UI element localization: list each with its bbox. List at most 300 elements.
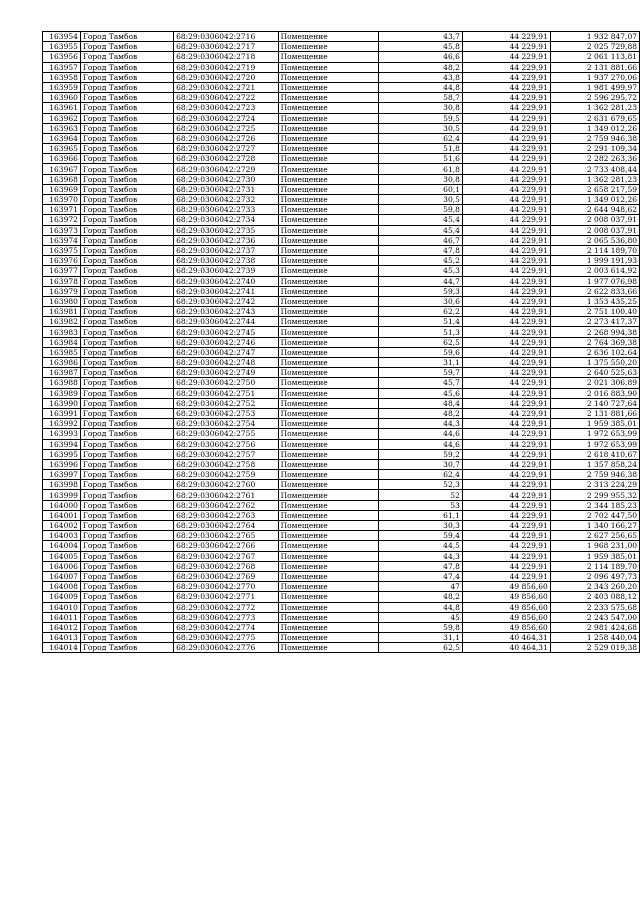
unit-value-cell: 44 229,91: [462, 398, 550, 408]
cadastral-value-cell: 2 733 408,44: [550, 164, 639, 174]
city-cell: Город Тамбов: [80, 195, 173, 205]
object-type-cell: Помещение: [278, 419, 379, 429]
row-id: 163973: [43, 225, 81, 235]
cadastral-number-cell: 68:29:0306042:2770: [174, 582, 279, 592]
cadastral-value-cell: 2 627 256,65: [550, 531, 639, 541]
table-row: [43, 449, 640, 459]
area-cell: 59,5: [379, 113, 463, 123]
area-cell: 51,3: [379, 327, 463, 337]
object-type-cell: Помещение: [278, 531, 379, 541]
cadastral-number-cell: 68:29:0306042:2760: [174, 480, 279, 490]
row-id: 163980: [43, 296, 81, 306]
row-id: 164003: [43, 531, 81, 541]
cadastral-number-cell: 68:29:0306042:2765: [174, 531, 279, 541]
object-type-cell: Помещение: [278, 235, 379, 245]
object-type-cell: Помещение: [278, 510, 379, 520]
area-cell: 46,7: [379, 235, 463, 245]
area-cell: 30,5: [379, 123, 463, 133]
table-row: [43, 113, 640, 123]
city-cell: Город Тамбов: [80, 144, 173, 154]
cadastral-value-cell: 2 114 189,70: [550, 245, 639, 255]
city-cell: Город Тамбов: [80, 184, 173, 194]
object-type-cell: Помещение: [278, 144, 379, 154]
city-cell: Город Тамбов: [80, 62, 173, 72]
object-type-cell: Помещение: [278, 347, 379, 357]
row-id: 164006: [43, 561, 81, 571]
table-row: [43, 327, 640, 337]
cadastral-value-cell: 2 021 306,89: [550, 378, 639, 388]
table-row: [43, 52, 640, 62]
row-id: 164012: [43, 622, 81, 632]
object-type-cell: Помещение: [278, 286, 379, 296]
row-id: 163981: [43, 307, 81, 317]
row-id: 163998: [43, 480, 81, 490]
cadastral-number-cell: 68:29:0306042:2748: [174, 358, 279, 368]
city-cell: Город Тамбов: [80, 245, 173, 255]
city-cell: Город Тамбов: [80, 368, 173, 378]
area-cell: 47,4: [379, 571, 463, 581]
object-type-cell: Помещение: [278, 622, 379, 632]
cadastral-value-cell: 2 981 424,68: [550, 622, 639, 632]
unit-value-cell: 44 229,91: [462, 561, 550, 571]
cadastral-value-cell: 2 344 185,23: [550, 500, 639, 510]
table-row: [43, 622, 640, 632]
row-id: 163956: [43, 52, 81, 62]
cadastral-value-cell: 2 282 263,36: [550, 154, 639, 164]
area-cell: 59,8: [379, 622, 463, 632]
row-id: 163969: [43, 184, 81, 194]
area-cell: 30,8: [379, 174, 463, 184]
unit-value-cell: 49 856,60: [462, 612, 550, 622]
cadastral-number-cell: 68:29:0306042:2771: [174, 592, 279, 602]
cadastral-value-cell: 2 529 019,38: [550, 643, 639, 653]
cadastral-number-cell: 68:29:0306042:2757: [174, 449, 279, 459]
cadastral-value-cell: 1 972 653,99: [550, 439, 639, 449]
object-type-cell: Помещение: [278, 459, 379, 469]
table-row: [43, 164, 640, 174]
row-id: 163992: [43, 419, 81, 429]
object-type-cell: Помещение: [278, 32, 379, 42]
area-cell: 45,6: [379, 388, 463, 398]
unit-value-cell: 44 229,91: [462, 144, 550, 154]
row-id: 163993: [43, 429, 81, 439]
cadastral-number-cell: 68:29:0306042:2736: [174, 235, 279, 245]
area-cell: 44,8: [379, 82, 463, 92]
city-cell: Город Тамбов: [80, 235, 173, 245]
city-cell: Город Тамбов: [80, 633, 173, 643]
unit-value-cell: 44 229,91: [462, 276, 550, 286]
unit-value-cell: 44 229,91: [462, 42, 550, 52]
row-id: 163970: [43, 195, 81, 205]
object-type-cell: Помещение: [278, 307, 379, 317]
object-type-cell: Помещение: [278, 470, 379, 480]
city-cell: Город Тамбов: [80, 429, 173, 439]
cadastral-value-cell: 1 340 166,27: [550, 521, 639, 531]
area-cell: 59,6: [379, 347, 463, 357]
city-cell: Город Тамбов: [80, 133, 173, 143]
row-id: 163955: [43, 42, 81, 52]
cadastral-value-cell: 2 140 727,64: [550, 398, 639, 408]
city-cell: Город Тамбов: [80, 52, 173, 62]
table-row: [43, 571, 640, 581]
city-cell: Город Тамбов: [80, 439, 173, 449]
city-cell: Город Тамбов: [80, 72, 173, 82]
cadastral-value-cell: 2 751 100,40: [550, 307, 639, 317]
unit-value-cell: 44 229,91: [462, 449, 550, 459]
cadastral-number-cell: 68:29:0306042:2762: [174, 500, 279, 510]
unit-value-cell: 49 856,60: [462, 582, 550, 592]
area-cell: 59,2: [379, 449, 463, 459]
cadastral-number-cell: 68:29:0306042:2749: [174, 368, 279, 378]
table-row: [43, 133, 640, 143]
city-cell: Город Тамбов: [80, 521, 173, 531]
city-cell: Город Тамбов: [80, 82, 173, 92]
cadastral-value-cell: 2 640 525,63: [550, 368, 639, 378]
row-id: 164008: [43, 582, 81, 592]
table-row: [43, 215, 640, 225]
unit-value-cell: 44 229,91: [462, 307, 550, 317]
unit-value-cell: 44 229,91: [462, 470, 550, 480]
cadastral-value-cell: 2 764 369,38: [550, 337, 639, 347]
cadastral-number-cell: 68:29:0306042:2763: [174, 510, 279, 520]
cadastral-number-cell: 68:29:0306042:2773: [174, 612, 279, 622]
row-id: 163994: [43, 439, 81, 449]
table-row: [43, 123, 640, 133]
city-cell: Город Тамбов: [80, 500, 173, 510]
row-id: 163977: [43, 266, 81, 276]
cadastral-value-cell: 1 362 281,23: [550, 103, 639, 113]
table-row: [43, 82, 640, 92]
area-cell: 45: [379, 612, 463, 622]
area-cell: 51,8: [379, 144, 463, 154]
cadastral-value-cell: 2 759 946,38: [550, 470, 639, 480]
cadastral-number-cell: 68:29:0306042:2741: [174, 286, 279, 296]
unit-value-cell: 44 229,91: [462, 154, 550, 164]
cadastral-number-cell: 68:29:0306042:2775: [174, 633, 279, 643]
row-id: 164009: [43, 592, 81, 602]
cadastral-number-cell: 68:29:0306042:2731: [174, 184, 279, 194]
city-cell: Город Тамбов: [80, 582, 173, 592]
city-cell: Город Тамбов: [80, 388, 173, 398]
unit-value-cell: 44 229,91: [462, 184, 550, 194]
cadastral-number-cell: 68:29:0306042:2717: [174, 42, 279, 52]
table-row: [43, 592, 640, 602]
city-cell: Город Тамбов: [80, 541, 173, 551]
cadastral-value-cell: 2 343 260,20: [550, 582, 639, 592]
cadastral-value-cell: 1 999 191,93: [550, 256, 639, 266]
table-row: [43, 144, 640, 154]
table-row: [43, 368, 640, 378]
cadastral-number-cell: 68:29:0306042:2744: [174, 317, 279, 327]
cadastral-number-cell: 68:29:0306042:2761: [174, 490, 279, 500]
object-type-cell: Помещение: [278, 184, 379, 194]
cadastral-value-cell: 1 937 270,06: [550, 72, 639, 82]
unit-value-cell: 44 229,91: [462, 72, 550, 82]
table-row: [43, 439, 640, 449]
cadastral-value-cell: 2 233 575,68: [550, 602, 639, 612]
row-id: 163983: [43, 327, 81, 337]
area-cell: 61,8: [379, 164, 463, 174]
table-row: [43, 521, 640, 531]
cadastral-value-cell: 2 065 536,80: [550, 235, 639, 245]
city-cell: Город Тамбов: [80, 510, 173, 520]
city-cell: Город Тамбов: [80, 337, 173, 347]
unit-value-cell: 44 229,91: [462, 388, 550, 398]
city-cell: Город Тамбов: [80, 347, 173, 357]
table-row: [43, 42, 640, 52]
object-type-cell: Помещение: [278, 245, 379, 255]
cadastral-value-cell: 2 291 109,34: [550, 144, 639, 154]
table-row: [43, 378, 640, 388]
object-type-cell: Помещение: [278, 62, 379, 72]
table-row: [43, 551, 640, 561]
row-id: 164011: [43, 612, 81, 622]
row-id: 163963: [43, 123, 81, 133]
area-cell: 44,3: [379, 419, 463, 429]
object-type-cell: Помещение: [278, 154, 379, 164]
area-cell: 43,8: [379, 72, 463, 82]
row-id: 164010: [43, 602, 81, 612]
table-row: [43, 245, 640, 255]
table-row: [43, 633, 640, 643]
table-row: [43, 561, 640, 571]
area-cell: 51,6: [379, 154, 463, 164]
city-cell: Город Тамбов: [80, 408, 173, 418]
city-cell: Город Тамбов: [80, 113, 173, 123]
cadastral-number-cell: 68:29:0306042:2720: [174, 72, 279, 82]
object-type-cell: Помещение: [278, 113, 379, 123]
cadastral-number-cell: 68:29:0306042:2732: [174, 195, 279, 205]
row-id: 163988: [43, 378, 81, 388]
table-row: [43, 531, 640, 541]
cadastral-number-cell: 68:29:0306042:2733: [174, 205, 279, 215]
unit-value-cell: 44 229,91: [462, 113, 550, 123]
cadastral-value-cell: 2 114 189,70: [550, 561, 639, 571]
cadastral-number-cell: 68:29:0306042:2754: [174, 419, 279, 429]
object-type-cell: Помещение: [278, 82, 379, 92]
cadastral-number-cell: 68:29:0306042:2728: [174, 154, 279, 164]
area-cell: 30,7: [379, 459, 463, 469]
city-cell: Город Тамбов: [80, 205, 173, 215]
object-type-cell: Помещение: [278, 93, 379, 103]
cadastral-value-cell: 1 981 499,97: [550, 82, 639, 92]
area-cell: 30,8: [379, 103, 463, 113]
area-cell: 46,6: [379, 52, 463, 62]
object-type-cell: Помещение: [278, 276, 379, 286]
area-cell: 30,5: [379, 195, 463, 205]
cadastral-value-cell: 1 972 653,99: [550, 429, 639, 439]
unit-value-cell: 44 229,91: [462, 571, 550, 581]
unit-value-cell: 49 856,60: [462, 622, 550, 632]
table-row: [43, 317, 640, 327]
cadastral-number-cell: 68:29:0306042:2767: [174, 551, 279, 561]
cadastral-value-cell: 2 131 881,66: [550, 408, 639, 418]
cadastral-number-cell: 68:29:0306042:2747: [174, 347, 279, 357]
unit-value-cell: 44 229,91: [462, 205, 550, 215]
object-type-cell: Помещение: [278, 480, 379, 490]
cadastral-number-cell: 68:29:0306042:2729: [174, 164, 279, 174]
row-id: 163999: [43, 490, 81, 500]
table-row: [43, 337, 640, 347]
unit-value-cell: 44 229,91: [462, 164, 550, 174]
cadastral-number-cell: 68:29:0306042:2737: [174, 245, 279, 255]
row-id: 164004: [43, 541, 81, 551]
row-id: 163972: [43, 215, 81, 225]
area-cell: 59,3: [379, 286, 463, 296]
area-cell: 52,3: [379, 480, 463, 490]
area-cell: 61,1: [379, 510, 463, 520]
area-cell: 45,4: [379, 215, 463, 225]
area-cell: 31,1: [379, 358, 463, 368]
table-row: [43, 195, 640, 205]
cadastral-value-cell: 2 273 417,37: [550, 317, 639, 327]
table-row: [43, 93, 640, 103]
cadastral-value-cell: 2 658 217,59: [550, 184, 639, 194]
unit-value-cell: 44 229,91: [462, 235, 550, 245]
area-cell: 47,8: [379, 245, 463, 255]
city-cell: Город Тамбов: [80, 103, 173, 113]
area-cell: 58,7: [379, 93, 463, 103]
object-type-cell: Помещение: [278, 358, 379, 368]
area-cell: 62,5: [379, 337, 463, 347]
area-cell: 53: [379, 500, 463, 510]
unit-value-cell: 44 229,91: [462, 225, 550, 235]
object-type-cell: Помещение: [278, 72, 379, 82]
area-cell: 62,4: [379, 470, 463, 480]
area-cell: 47: [379, 582, 463, 592]
cadastral-number-cell: 68:29:0306042:2750: [174, 378, 279, 388]
unit-value-cell: 44 229,91: [462, 286, 550, 296]
object-type-cell: Помещение: [278, 52, 379, 62]
city-cell: Город Тамбов: [80, 225, 173, 235]
cadastral-value-cell: 2 622 833,66: [550, 286, 639, 296]
cadastral-number-cell: 68:29:0306042:2724: [174, 113, 279, 123]
unit-value-cell: 44 229,91: [462, 429, 550, 439]
city-cell: Город Тамбов: [80, 490, 173, 500]
cadastral-number-cell: 68:29:0306042:2764: [174, 521, 279, 531]
object-type-cell: Помещение: [278, 133, 379, 143]
row-id: 163965: [43, 144, 81, 154]
object-type-cell: Помещение: [278, 327, 379, 337]
city-cell: Город Тамбов: [80, 459, 173, 469]
object-type-cell: Помещение: [278, 266, 379, 276]
city-cell: Город Тамбов: [80, 215, 173, 225]
row-id: 164014: [43, 643, 81, 653]
cadastral-value-cell: 2 025 729,88: [550, 42, 639, 52]
unit-value-cell: 44 229,91: [462, 347, 550, 357]
unit-value-cell: 44 229,91: [462, 419, 550, 429]
object-type-cell: Помещение: [278, 408, 379, 418]
unit-value-cell: 44 229,91: [462, 480, 550, 490]
city-cell: Город Тамбов: [80, 286, 173, 296]
row-id: 163991: [43, 408, 81, 418]
table-row: [43, 62, 640, 72]
cadastral-value-cell: 2 631 679,65: [550, 113, 639, 123]
cadastral-number-cell: 68:29:0306042:2742: [174, 296, 279, 306]
cadastral-number-cell: 68:29:0306042:2719: [174, 62, 279, 72]
table-row: [43, 276, 640, 286]
area-cell: 45,8: [379, 42, 463, 52]
row-id: 163958: [43, 72, 81, 82]
city-cell: Город Тамбов: [80, 602, 173, 612]
cadastral-number-cell: 68:29:0306042:2745: [174, 327, 279, 337]
cadastral-value-cell: 2 096 497,73: [550, 571, 639, 581]
city-cell: Город Тамбов: [80, 296, 173, 306]
unit-value-cell: 49 856,60: [462, 592, 550, 602]
area-cell: 59,4: [379, 531, 463, 541]
row-id: 163962: [43, 113, 81, 123]
object-type-cell: Помещение: [278, 174, 379, 184]
row-id: 163984: [43, 337, 81, 347]
area-cell: 48,4: [379, 398, 463, 408]
area-cell: 59,8: [379, 205, 463, 215]
object-type-cell: Помещение: [278, 643, 379, 653]
row-id: 163964: [43, 133, 81, 143]
unit-value-cell: 44 229,91: [462, 439, 550, 449]
unit-value-cell: 44 229,91: [462, 195, 550, 205]
cadastral-value-cell: 1 349 012,26: [550, 195, 639, 205]
row-id: 163990: [43, 398, 81, 408]
unit-value-cell: 44 229,91: [462, 408, 550, 418]
city-cell: Город Тамбов: [80, 256, 173, 266]
cadastral-value-cell: 2 299 955,32: [550, 490, 639, 500]
cadastral-number-cell: 68:29:0306042:2726: [174, 133, 279, 143]
area-cell: 52: [379, 490, 463, 500]
city-cell: Город Тамбов: [80, 93, 173, 103]
cadastral-number-cell: 68:29:0306042:2751: [174, 388, 279, 398]
object-type-cell: Помещение: [278, 633, 379, 643]
table-row: [43, 256, 640, 266]
area-cell: 62,2: [379, 307, 463, 317]
table-row: [43, 398, 640, 408]
cadastral-number-cell: 68:29:0306042:2738: [174, 256, 279, 266]
city-cell: Город Тамбов: [80, 470, 173, 480]
area-cell: 62,5: [379, 643, 463, 653]
city-cell: Город Тамбов: [80, 592, 173, 602]
object-type-cell: Помещение: [278, 296, 379, 306]
row-id: 163982: [43, 317, 81, 327]
city-cell: Город Тамбов: [80, 358, 173, 368]
cadastral-value-cell: 1 968 231,00: [550, 541, 639, 551]
area-cell: 44,6: [379, 429, 463, 439]
cadastral-value-cell: 1 353 435,25: [550, 296, 639, 306]
unit-value-cell: 44 229,91: [462, 490, 550, 500]
object-type-cell: Помещение: [278, 215, 379, 225]
city-cell: Город Тамбов: [80, 398, 173, 408]
object-type-cell: Помещение: [278, 571, 379, 581]
unit-value-cell: 44 229,91: [462, 245, 550, 255]
city-cell: Город Тамбов: [80, 531, 173, 541]
unit-value-cell: 44 229,91: [462, 32, 550, 42]
unit-value-cell: 49 856,60: [462, 602, 550, 612]
cadastral-number-cell: 68:29:0306042:2759: [174, 470, 279, 480]
table-row: [43, 480, 640, 490]
cadastral-number-cell: 68:29:0306042:2735: [174, 225, 279, 235]
city-cell: Город Тамбов: [80, 419, 173, 429]
area-cell: 30,3: [379, 521, 463, 531]
cadastral-number-cell: 68:29:0306042:2739: [174, 266, 279, 276]
table-row: [43, 184, 640, 194]
table-row: [43, 205, 640, 215]
unit-value-cell: 44 229,91: [462, 541, 550, 551]
object-type-cell: Помещение: [278, 317, 379, 327]
area-cell: 48,2: [379, 592, 463, 602]
row-id: 164013: [43, 633, 81, 643]
object-type-cell: Помещение: [278, 164, 379, 174]
cadastral-value-cell: 2 403 088,12: [550, 592, 639, 602]
city-cell: Город Тамбов: [80, 571, 173, 581]
area-cell: 44,5: [379, 541, 463, 551]
